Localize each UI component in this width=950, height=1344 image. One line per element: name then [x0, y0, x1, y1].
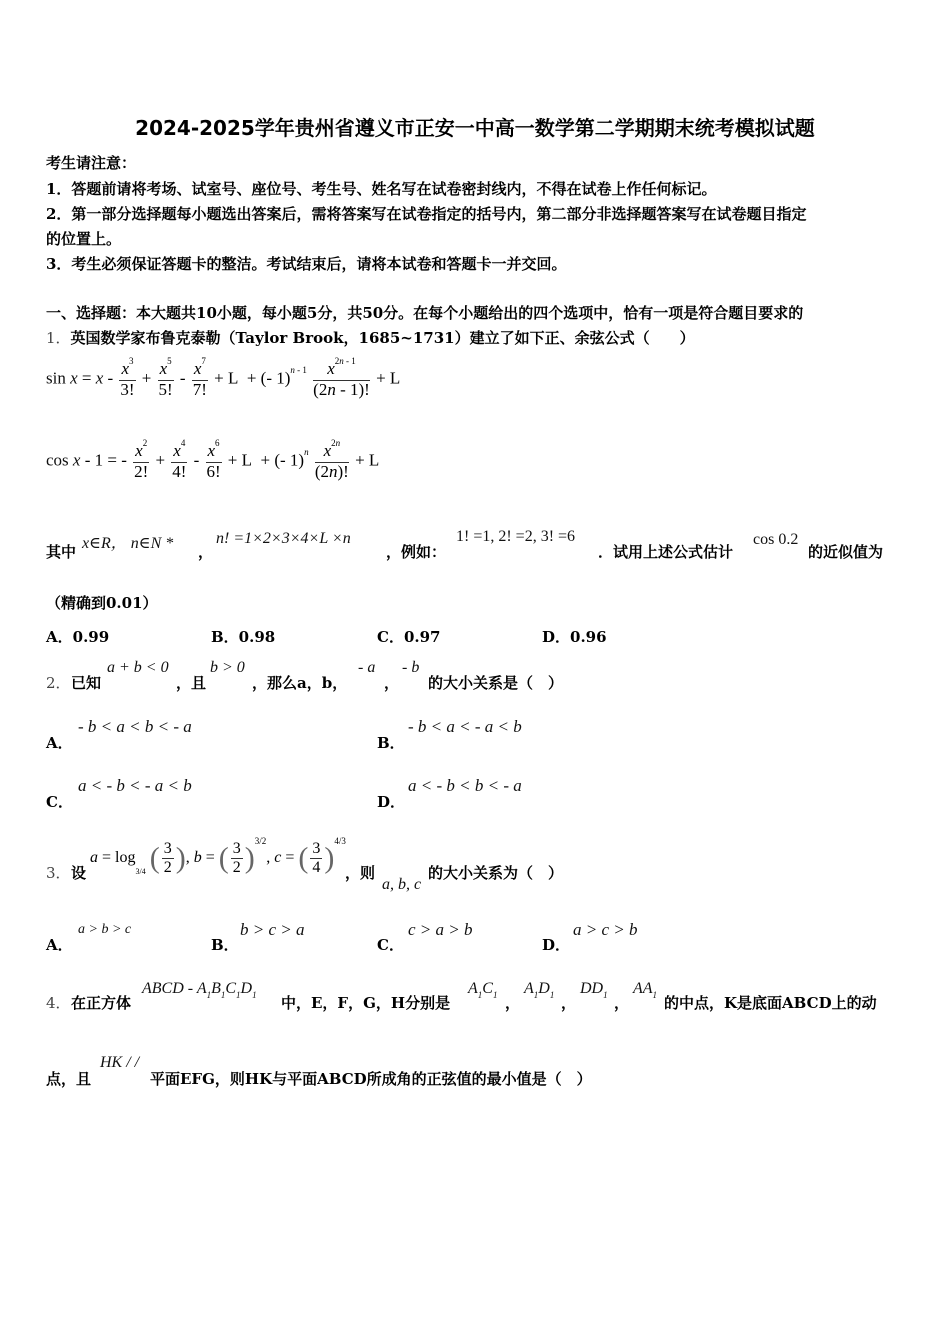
notice-item-2-cont: 的位置上。: [46, 230, 122, 248]
q2-mid: ，且: [176, 674, 207, 692]
q3-option-c-expr[interactable]: c > a > b: [408, 920, 473, 939]
q2-tail: 的大小关系是（ ）: [428, 674, 564, 692]
q2-neg-b: - b: [402, 659, 420, 676]
notice-item-3: 3．考生必须保证答题卡的整洁。考试结束后，请将本试卷和答题卡一并交回。: [46, 255, 567, 273]
q4-tail: 的中点，K是底面ABCD上的动: [664, 994, 877, 1012]
q3-option-a-expr[interactable]: a > b > c: [78, 922, 132, 937]
notice-item-2: 2．第一部分选择题每小题选出答案后，需将答案写在试卷指定的括号内，第二部分非选择题答案写在试卷题目指定: [46, 205, 807, 223]
q4-line2-tail: 平面EFG，则HK与平面ABCD所成角的正弦值的最小值是（ ）: [150, 1070, 592, 1088]
q2-condition-2: b > 0: [210, 659, 245, 676]
q3-option-b-expr[interactable]: b > c > a: [240, 920, 305, 939]
q1-estimate-text: ．试用上述公式估计: [598, 543, 734, 561]
q4-hk-parallel: HK / /: [100, 1054, 140, 1071]
q2-option-a-expr[interactable]: - b < a < b < - a: [78, 717, 192, 736]
q4-pre: 在正方体: [71, 994, 132, 1012]
q3-vars: a, b, c: [382, 876, 422, 893]
q1-approx-text: 的近似值为: [808, 543, 884, 561]
q2-option-c-label[interactable]: C．: [46, 793, 73, 811]
q2-option-a-label[interactable]: A．: [46, 734, 73, 752]
q4-line2-pre: 点，且: [46, 1070, 92, 1088]
q2-option-b-expr[interactable]: - b < a < - a < b: [408, 717, 522, 736]
q3-pre: 设: [71, 864, 87, 882]
q1-condition-1: x∈R， n∈N *: [82, 535, 174, 552]
q3-number: 3．: [46, 864, 71, 882]
q4-edge-dd1: $DD_1$: [580, 980, 608, 1000]
q4-sep-2: ，: [561, 994, 577, 1012]
q3-definitions: $a = \log_{3/4}$ ( $\frac{3}{2}$ ), b = ( $\frac{3}{2}$ )$^{3/2}$, c = ( $\frac{3}{4}$ )$^{4/3}$: [90, 836, 346, 877]
q2-option-d-expr[interactable]: a < - b < b < - a: [408, 776, 522, 795]
notice-item-1: 1．答题前请将考场、试室号、座位号、考生号、姓名写在试卷密封线内，不得在试卷上作任何标记。: [46, 180, 717, 198]
q3-option-a-label[interactable]: A．: [46, 936, 73, 954]
q1-option-d[interactable]: D．0.96: [542, 628, 607, 646]
question-1-stem: 1．英国数学家布鲁克泰勒（Taylor Brook，1685~1731）建立了如下正、余弦公式（ ）: [46, 329, 695, 347]
q4-number: 4．: [46, 994, 71, 1012]
q2-neg-a: - a: [358, 659, 376, 676]
q4-edge-a1c1: $A_1C_1$: [468, 980, 498, 1000]
q3-option-d-expr[interactable]: a > c > b: [573, 920, 638, 939]
q4-sep-1: ，: [505, 994, 521, 1012]
q4-edge-a1d1: $A_1D_1$: [524, 980, 555, 1000]
q2-option-d-label[interactable]: D．: [377, 793, 406, 811]
q4-cube-name: ABCD - $A_1B_1C_1D_1$: [142, 980, 257, 1000]
q4-mid: 中，E，F，G，H分别是: [281, 994, 451, 1012]
q2-sep: ，: [384, 674, 400, 692]
q1-target-expr: cos 0.2: [753, 531, 799, 548]
q1-comma: ，: [198, 543, 214, 561]
q1-option-c[interactable]: C．0.97: [377, 628, 441, 646]
page-title: 2024-2025学年贵州省遵义市正安一中高一数学第二学期期末统考模拟试题: [135, 116, 815, 140]
q1-option-a[interactable]: A．0.99: [46, 628, 110, 646]
q2-number: 2．: [46, 674, 71, 692]
q3-option-d-label[interactable]: D．: [542, 936, 571, 954]
q4-sep-3: ，: [614, 994, 630, 1012]
cosine-series-formula: cos x - 1 = - $\frac{x^2}{2!}$ + $\frac{x^4}{4!}$ - $\frac{x^6}{6!}$ + L + (- 1)$^n$ $\frac{x^{2n}}{(2n)!}$ + L: [46, 438, 380, 481]
section-heading: 一、选择题：本大题共10小题，每小题5分，共50分。在每个小题给出的四个选项中，恰有一项是符合题目要求的: [46, 304, 804, 322]
q3-option-c-label[interactable]: C．: [377, 936, 404, 954]
q2-pre: 已知: [71, 674, 102, 692]
q2-option-b-label[interactable]: B．: [377, 734, 405, 752]
q2-condition-1: a + b < 0: [107, 659, 169, 676]
q1-option-b[interactable]: B．0.98: [211, 628, 276, 646]
q1-where-label: 其中: [46, 543, 77, 561]
notice-heading: 考生请注意：: [46, 154, 137, 172]
q2-mid2: ，那么a，b，: [252, 674, 348, 692]
q3-then: ，则: [345, 864, 376, 882]
q1-example-values: 1! =1, 2! =2, 3! =6: [456, 528, 576, 545]
q4-edge-aa1: $AA_1$: [633, 980, 658, 1000]
sine-series-formula: sin x = x - $\frac{x^3}{3!}$ + $\frac{x^5}{5!}$ - $\frac{x^7}{7!}$ + L + (- 1)$^{n - 1}$ $\frac{x^{2n - 1}}{(2n - 1)!}$ + L: [46, 356, 401, 399]
q1-condition-2: n! =1×2×3×4×L ×n: [216, 530, 351, 547]
q3-option-b-label[interactable]: B．: [211, 936, 239, 954]
q1-precision: （精确到0.01）: [46, 594, 158, 612]
q2-option-c-expr[interactable]: a < - b < - a < b: [78, 776, 192, 795]
q1-example-label: ，例如：: [386, 543, 447, 561]
q3-tail: 的大小关系为（ ）: [428, 864, 564, 882]
